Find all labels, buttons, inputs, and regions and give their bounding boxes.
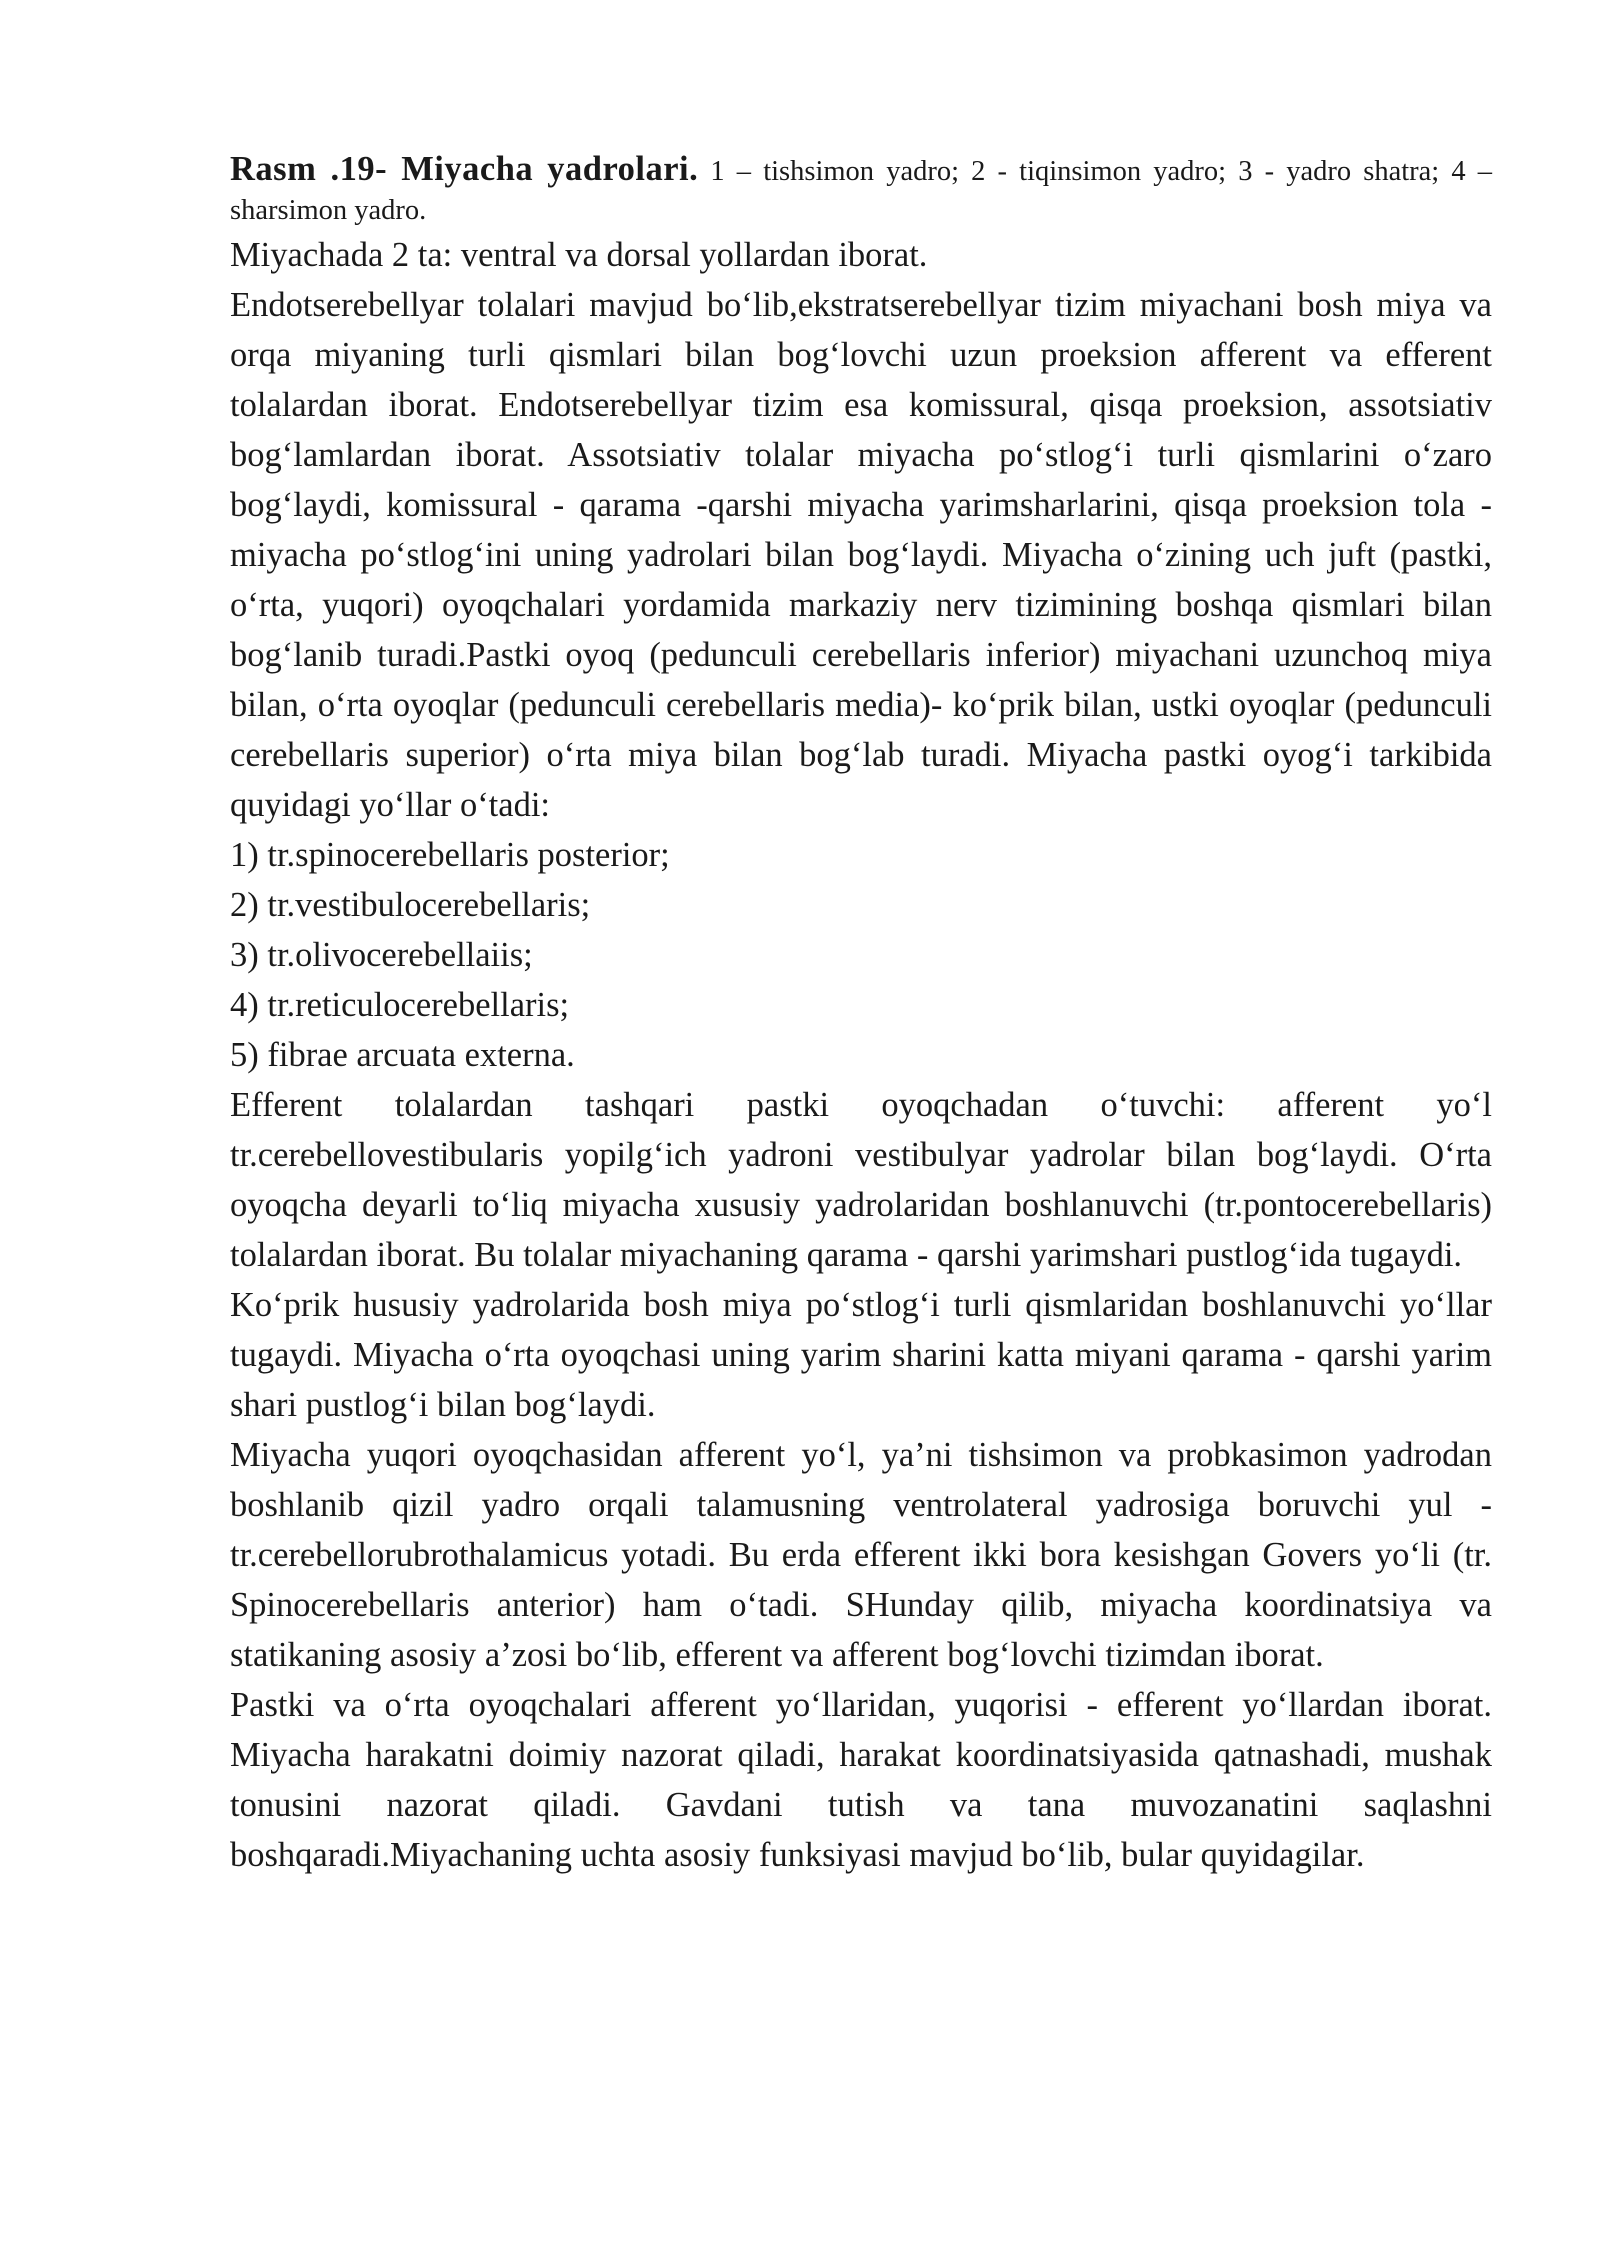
pathway-list <box>230 830 1492 1080</box>
paragraph-1: Endotserebellyar tolalari mavjud bo‘lib,ekstratserebellyar tizim miyachani bosh miya va orqa miyaning turli qismlari bilan bog‘lovchi uzun proeksion afferent va efferent tolalardan iborat. Endotserebellyar tizim esa komissural, qisqa proeksion, assotsiativ bog‘lamlardan iborat. Assotsiativ tolalar miyacha po‘stlog‘i turli qismlarini o‘zaro bog‘laydi, komissural - qarama -qarshi miyacha yarimsharlarini, qisqa proeksion tola - miyacha po‘stlog‘ini uning yadrolari bilan bog‘laydi. Miyacha o‘zining uch juft (pastki, o‘rta, yuqori) oyoqchalari yordamida markaziy nerv tizimining boshqa qismlari bilan bog‘lanib turadi.Pastki oyoq (pedunculi cerebellaris inferior) miyachani uzunchoq miya bilan, o‘rta oyoqlar (pedunculi cerebellaris media)- ko‘prik bilan, ustki oyoqlar (pedunculi cerebellaris superior) o‘rta miya bilan bog‘lab turadi. Miyacha pastki oyog‘i tarkibida quyidagi yo‘llar o‘tadi: <box>230 286 1492 824</box>
paragraph-2: Efferent tolalardan tashqari pastki oyoqchadan o‘tuvchi: afferent yo‘l tr.cerebellovestibularis yopilg‘ich yadroni vestibulyar yadrolar bilan bog‘laydi. O‘rta oyoqcha deyarli to‘liq miyacha xususiy yadrolaridan boshlanuvchi (tr.pontocerebellaris) tolalardan iborat. Bu tolalar miyachaning qarama - qarshi yarimshari pustlog‘ida tugaydi. <box>230 1086 1492 1274</box>
list-item: 4) tr.reticulocerebellaris; <box>230 986 570 1024</box>
figure-caption <box>230 150 1492 230</box>
paragraph-4: Miyacha yuqori oyoqchasidan afferent yo‘l, ya’ni tishsimon va probkasimon yadrodan boshlanib qizil yadro orqali talamusning ventrolateral yadrosiga boruvchi yul - tr.cerebellorubrothalamicus yotadi. Bu erda efferent ikki bora kesishgan Govers yo‘li (tr. Spinocerebellaris anterior) ham o‘tadi. SHunday qilib, miyacha koordinatsiya va statikaning asosiy a’zosi bo‘lib, efferent va afferent bog‘lovchi tizimdan iborat. <box>230 1436 1492 1674</box>
document-page <box>230 150 1492 1880</box>
figure-caption-legend: 1 – tishsimon yadro; 2 - tiqinsimon yadro; 3 - yadro shatra; 4 – sharsimon yadro. <box>230 156 1493 226</box>
list-item: 1) tr.spinocerebellaris posterior; <box>230 836 670 874</box>
list-item: 3) tr.olivocerebellaiis; <box>230 936 533 974</box>
intro-line: Miyachada 2 ta: ventral va dorsal yollardan iborat. <box>230 236 928 274</box>
list-item: 2) tr.vestibulocerebellaris; <box>230 886 591 924</box>
figure-caption-title: Rasm .19- Miyacha yadrolari. <box>230 150 699 188</box>
list-item: 5) fibrae arcuata externa. <box>230 1036 575 1074</box>
paragraph-5: Pastki va o‘rta oyoqchalari afferent yo‘llaridan, yuqorisi - efferent yo‘llardan iborat. Miyacha harakatni doimiy nazorat qiladi, harakat koordinatsiyasida qatnashadi, mushak tonusini nazorat qiladi. Gavdani tutish va tana muvozanatini saqlashni boshqaradi.Miyachaning uchta asosiy funksiyasi mavjud bo‘lib, bular quyidagilar. <box>230 1686 1492 1874</box>
paragraph-3: Ko‘prik hususiy yadrolarida bosh miya po‘stlog‘i turli qismlaridan boshlanuvchi yo‘llar tugaydi. Miyacha o‘rta oyoqchasi uning yarim sharini katta miyani qarama - qarshi yarim shari pustlog‘i bilan bog‘laydi. <box>230 1286 1492 1424</box>
